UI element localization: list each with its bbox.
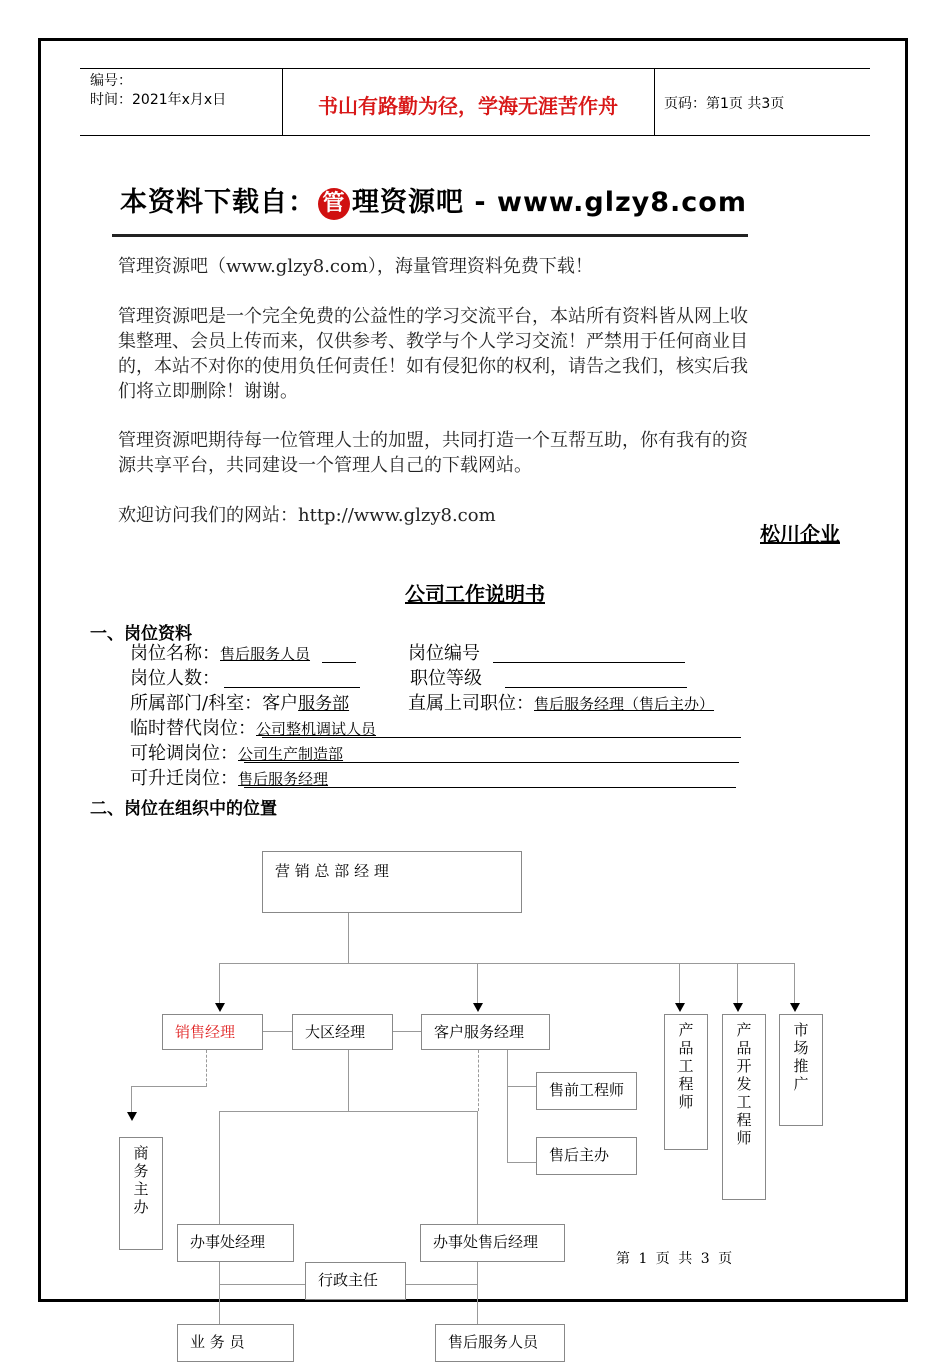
banner-paragraph-3: 管理资源吧期待每一位管理人士的加盟，共同打造一个互帮互助，你有我有的资源共享平台，共同建设一个管理人自己的下载网站。 <box>118 430 748 476</box>
org-node-top-manager: 营 销 总 部 经 理 <box>262 851 522 913</box>
site-logo-icon: 管 <box>318 188 350 220</box>
org-connector <box>507 1162 536 1163</box>
org-connector <box>219 1111 220 1224</box>
org-node-office-aftersales-manager: 办事处售后经理 <box>420 1224 565 1262</box>
org-connector <box>406 1284 478 1285</box>
org-connector <box>348 1050 349 1111</box>
org-connector <box>507 1050 508 1162</box>
post-no-label: 岗位编号 <box>408 643 480 664</box>
banner-title-suffix: 理资源吧 - www.glzy8.com <box>352 187 747 218</box>
superior-value: 售后服务经理（售后主办） <box>534 695 715 713</box>
org-connector <box>348 913 349 963</box>
header-divider-2 <box>654 68 655 135</box>
post-name-underline-tail <box>322 662 356 663</box>
org-dashed-connector <box>206 1050 207 1086</box>
org-node-salesman: 业 务 员 <box>177 1324 294 1362</box>
org-connector <box>737 963 738 1003</box>
dept-row <box>130 692 349 716</box>
substitute-value: 公司整机调试人员 <box>256 720 377 738</box>
org-node-admin-lead: 行政主任 <box>305 1262 406 1300</box>
org-node-product-engineer: 产 品 工 程 师 <box>664 1014 708 1150</box>
arrow-down-icon <box>473 1003 483 1012</box>
org-node-sales-manager: 销售经理 <box>162 1014 263 1050</box>
org-connector <box>131 1086 207 1087</box>
header-page-info: 页码：第1页 共3页 <box>664 96 785 112</box>
superior-row <box>408 692 714 716</box>
org-connector <box>794 963 795 1003</box>
footer-page-number: 第 1 页 共 3 页 <box>616 1251 735 1267</box>
superior-label: 直属上司职位： <box>408 693 534 714</box>
org-node-office-manager: 办事处经理 <box>177 1224 294 1262</box>
header-motto: 书山有路勤为径，学海无涯苦作舟 <box>318 94 618 118</box>
dept-value: 服务部 <box>298 694 350 714</box>
header-time: 时间：2021年x月x日 <box>90 92 227 108</box>
org-node-region-manager: 大区经理 <box>292 1014 393 1050</box>
dept-label: 所属部门/科室：客户 <box>130 693 299 714</box>
headcount-label: 岗位人数： <box>130 668 220 689</box>
org-node-business-lead: 商 务 主 办 <box>119 1137 163 1250</box>
section-2-heading: 二、岗位在组织中的位置 <box>90 799 277 819</box>
org-node-presales-engineer: 售前工程师 <box>536 1072 637 1110</box>
banner-rule <box>112 234 748 237</box>
org-connector <box>219 963 795 964</box>
substitute-label: 临时替代岗位： <box>130 718 256 739</box>
arrow-down-icon <box>675 1003 685 1012</box>
grade-label: 职位等级 <box>410 668 482 689</box>
org-node-aftersales-staff: 售后服务人员 <box>435 1324 565 1362</box>
arrow-down-icon <box>790 1003 800 1012</box>
document-title: 公司工作说明书 <box>405 582 545 606</box>
rotation-value: 公司生产制造部 <box>238 745 344 763</box>
org-node-aftersales-lead: 售后主办 <box>536 1137 637 1175</box>
arrow-down-icon <box>215 1003 225 1012</box>
company-name: 松川企业 <box>760 522 840 546</box>
org-node-cs-manager: 客户服务经理 <box>421 1014 550 1050</box>
grade-blank <box>505 687 687 688</box>
banner-paragraph-4: 欢迎访问我们的网站：http://www.glzy8.com <box>118 505 496 526</box>
org-connector <box>392 1031 421 1032</box>
rotation-label: 可轮调岗位： <box>130 743 238 764</box>
promotion-value: 售后服务经理 <box>238 770 329 788</box>
headcount-blank <box>224 687 360 688</box>
org-connector <box>131 1086 132 1112</box>
post-name-label: 岗位名称： <box>130 643 220 664</box>
rotation-underline <box>244 762 739 763</box>
arrow-down-icon <box>127 1112 137 1121</box>
banner-paragraph-1: 管理资源吧（www.glzy8.com），海量管理资料免费下载！ <box>118 256 593 277</box>
org-connector <box>507 1086 536 1087</box>
org-connector <box>477 1111 478 1224</box>
org-connector <box>219 1284 305 1285</box>
header-top-rule <box>80 68 870 69</box>
post-name-value: 售后服务人员 <box>220 645 311 663</box>
org-connector <box>679 963 680 1003</box>
banner-title <box>120 180 747 220</box>
org-connector <box>477 963 478 1003</box>
org-node-market-promotion: 市 场 推 广 <box>779 1014 823 1126</box>
promotion-underline <box>244 787 736 788</box>
post-name-row <box>130 642 310 666</box>
post-no-blank <box>493 662 685 663</box>
org-dashed-connector <box>478 1050 479 1111</box>
org-node-product-dev-engineer: 产 品 开 发 工 程 师 <box>722 1014 766 1200</box>
arrow-down-icon <box>733 1003 743 1012</box>
promotion-label: 可升迁岗位： <box>130 768 238 789</box>
banner-title-prefix: 本资料下载自： <box>120 187 316 218</box>
org-connector <box>219 1111 478 1112</box>
org-connector <box>219 963 220 1003</box>
header-number: 编号： <box>90 73 132 89</box>
org-connector <box>263 1031 292 1032</box>
banner-paragraph-2: 管理资源吧是一个完全免费的公益性的学习交流平台，本站所有资料皆从网上收集整理、会员上传而来，仅供参考、教学与个人学习交流！严禁用于任何商业目的，本站不对你的使用负任何责任！如有侵犯你的权利，请告之我们，核实后我们将立即删除！谢谢。 <box>118 306 748 402</box>
section-1-heading: 一、岗位资料 <box>90 624 192 644</box>
substitute-underline <box>262 737 741 738</box>
header-bottom-rule <box>80 135 870 136</box>
